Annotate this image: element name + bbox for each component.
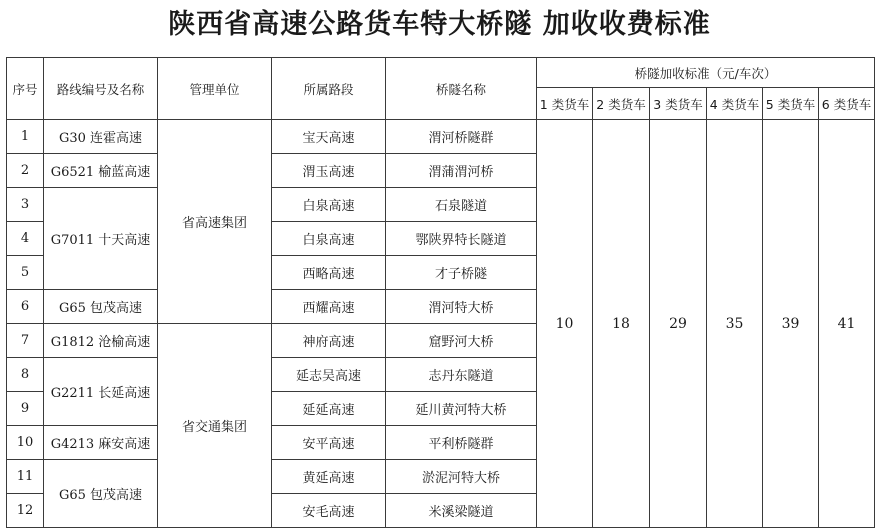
cell-bridge: 淤泥河特大桥	[386, 460, 537, 494]
cell-seq: 2	[7, 154, 44, 188]
cell-route: G65 包茂高速	[44, 460, 158, 528]
cell-bridge: 窟野河大桥	[386, 324, 537, 358]
cell-seq: 5	[7, 256, 44, 290]
cell-section: 黄延高速	[272, 460, 386, 494]
cell-section: 白泉高速	[272, 188, 386, 222]
cell-bridge: 渭河桥隧群	[386, 120, 537, 154]
cell-route: G6521 榆蓝高速	[44, 154, 158, 188]
cell-seq: 12	[7, 494, 44, 528]
cell-seq: 11	[7, 460, 44, 494]
cell-section: 神府高速	[272, 324, 386, 358]
cell-bridge: 鄂陕界特长隧道	[386, 222, 537, 256]
cell-bridge: 延川黄河特大桥	[386, 392, 537, 426]
cell-section: 安平高速	[272, 426, 386, 460]
cell-seq: 4	[7, 222, 44, 256]
header-class-4: 4 类货车	[707, 88, 763, 120]
table-row	[7, 120, 875, 154]
cell-section: 西耀高速	[272, 290, 386, 324]
cell-seq: 7	[7, 324, 44, 358]
cell-fee-class-6: 41	[819, 120, 875, 528]
header-class-1: 1 类货车	[537, 88, 593, 120]
cell-bridge: 平利桥隧群	[386, 426, 537, 460]
cell-fee-class-1: 10	[537, 120, 593, 528]
cell-section: 西略高速	[272, 256, 386, 290]
fee-table	[6, 57, 875, 528]
header-class-6: 6 类货车	[819, 88, 875, 120]
cell-fee-class-3: 29	[650, 120, 707, 528]
cell-route: G2211 长延高速	[44, 358, 158, 426]
header-seq: 序号	[7, 58, 44, 120]
cell-section: 安毛高速	[272, 494, 386, 528]
header-bridge: 桥隧名称	[386, 58, 537, 120]
cell-fee-class-2: 18	[593, 120, 650, 528]
header-section: 所属路段	[272, 58, 386, 120]
cell-route: G30 连霍高速	[44, 120, 158, 154]
cell-section: 延志吴高速	[272, 358, 386, 392]
cell-seq: 6	[7, 290, 44, 324]
cell-seq: 10	[7, 426, 44, 460]
page-title: 陕西省高速公路货车特大桥隧 加收收费标准	[168, 9, 711, 40]
header-unit: 管理单位	[158, 58, 272, 120]
cell-seq: 1	[7, 120, 44, 154]
cell-unit: 省高速集团	[158, 120, 272, 324]
cell-bridge: 米溪梁隧道	[386, 494, 537, 528]
cell-seq: 8	[7, 358, 44, 392]
cell-section: 延延高速	[272, 392, 386, 426]
cell-seq: 3	[7, 188, 44, 222]
cell-bridge: 石泉隧道	[386, 188, 537, 222]
header-class-3: 3 类货车	[650, 88, 707, 120]
cell-route: G7011 十天高速	[44, 188, 158, 290]
cell-fee-class-4: 35	[707, 120, 763, 528]
cell-route: G65 包茂高速	[44, 290, 158, 324]
cell-seq: 9	[7, 392, 44, 426]
header-class-5: 5 类货车	[763, 88, 819, 120]
cell-bridge: 志丹东隧道	[386, 358, 537, 392]
header-class-2: 2 类货车	[593, 88, 650, 120]
cell-route: G1812 沧榆高速	[44, 324, 158, 358]
cell-fee-class-5: 39	[763, 120, 819, 528]
header-surcharge: 桥隧加收标准（元/车次）	[537, 58, 875, 88]
cell-bridge: 渭蒲渭河桥	[386, 154, 537, 188]
cell-section: 宝天高速	[272, 120, 386, 154]
cell-bridge: 才子桥隧	[386, 256, 537, 290]
cell-route: G4213 麻安高速	[44, 426, 158, 460]
cell-section: 渭玉高速	[272, 154, 386, 188]
cell-bridge: 渭河特大桥	[386, 290, 537, 324]
header-route: 路线编号及名称	[44, 58, 158, 120]
cell-section: 白泉高速	[272, 222, 386, 256]
cell-unit: 省交通集团	[158, 324, 272, 528]
